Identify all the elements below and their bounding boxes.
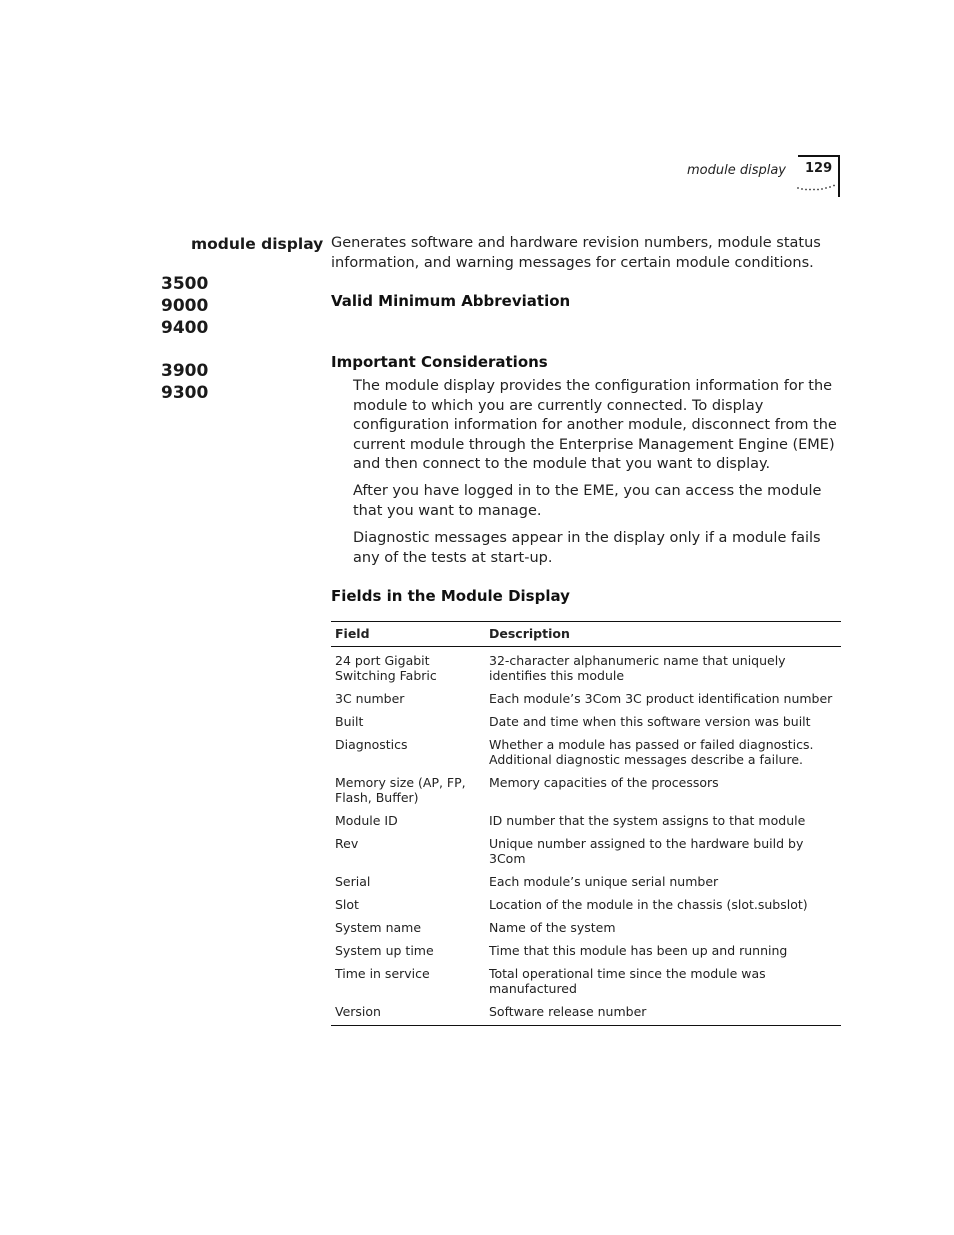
page-number: 129 [805,161,833,176]
table-row [331,895,841,918]
field-name-cell: Built [335,714,364,729]
platform-list-secondary [161,360,208,404]
platform-label: 3500 [161,274,209,294]
column-header: Description [485,622,841,647]
table-header-row [331,622,841,647]
field-name-cell: Serial [335,874,371,889]
table-row [331,773,841,811]
field-name-cell: Slot [335,897,359,912]
field-description-cell: Whether a module has passed or failed diagnostics. Additional diagnostic messages describe a failure. [489,737,814,767]
table-row [331,712,841,735]
field-description-cell: Time that this module has been up and running [489,943,788,958]
fields-table [331,621,841,1026]
field-description-cell: Each module’s 3Com 3C product identification number [489,691,833,706]
field-description-cell: 32-character alphanumeric name that uniquely identifies this module [489,653,786,683]
field-description-cell: Total operational time since the module was manufactured [489,966,766,996]
field-description-cell: Memory capacities of the processors [489,775,719,790]
field-name-cell: Rev [335,836,359,851]
table-row [331,811,841,834]
dotted-ornament-icon [796,182,838,192]
field-name-cell: 24 port Gigabit Switching Fabric [335,653,437,683]
field-description-cell: Software release number [485,1002,841,1026]
table-row [331,834,841,872]
heading-considerations: Important Considerations [331,353,548,371]
consideration-paragraph: After you have logged in to the EME, you can access the module that you want to manage. [353,483,822,519]
field-description-cell: ID number that the system assigns to that module [489,813,806,828]
column-header: Field [331,622,485,647]
platform-label: 3900 [161,361,209,381]
field-description-cell: Unique number assigned to the hardware build by 3Com [489,836,804,866]
table-row [331,1002,841,1026]
table-row [331,964,841,1002]
platform-label: 9000 [161,296,209,316]
running-head-section: module display [686,163,786,178]
platform-label: 9400 [161,318,209,338]
field-description-cell: Date and time when this software version was built [489,714,811,729]
table-row [331,872,841,895]
field-name-cell: Diagnostics [335,737,408,752]
consideration-paragraph: Diagnostic messages appear in the display only if a module fails any of the tests at start-up. [353,530,821,566]
field-name-cell: System up time [335,943,434,958]
consideration-paragraph: The module display provides the configuration information for the module to which you are currently connected. To display configuration information for another module, disconnect from the current module through the Enterprise Management Engine (EME) and then connect to the module that you want to display. [353,378,837,472]
intro-paragraph: Generates software and hardware revision numbers, module status information, and warning messages for certain module conditions. [331,235,821,271]
heading-fields: Fields in the Module Display [331,587,570,605]
table-row [331,941,841,964]
field-description-cell: Each module’s unique serial number [489,874,719,889]
command-title: module display [191,235,324,253]
table-row [331,647,841,690]
table-row [331,735,841,773]
running-head [600,160,838,200]
field-name-cell: System name [335,920,422,935]
header-rule-vertical [838,155,840,197]
field-name-cell: 3C number [335,691,405,706]
heading-abbreviation: Valid Minimum Abbreviation [331,292,571,310]
field-description-cell: Location of the module in the chassis (slot.subslot) [489,897,808,912]
table-row [331,689,841,712]
table-row [331,918,841,941]
field-name-cell: Memory size (AP, FP, Flash, Buffer) [335,775,466,805]
field-name-cell: Version [331,1002,485,1026]
header-rule-horizontal [798,155,838,157]
platform-label: 9300 [161,383,209,403]
field-name-cell: Module ID [335,813,398,828]
platform-list-primary [161,273,208,339]
field-description-cell: Name of the system [489,920,616,935]
field-name-cell: Time in service [335,966,430,981]
